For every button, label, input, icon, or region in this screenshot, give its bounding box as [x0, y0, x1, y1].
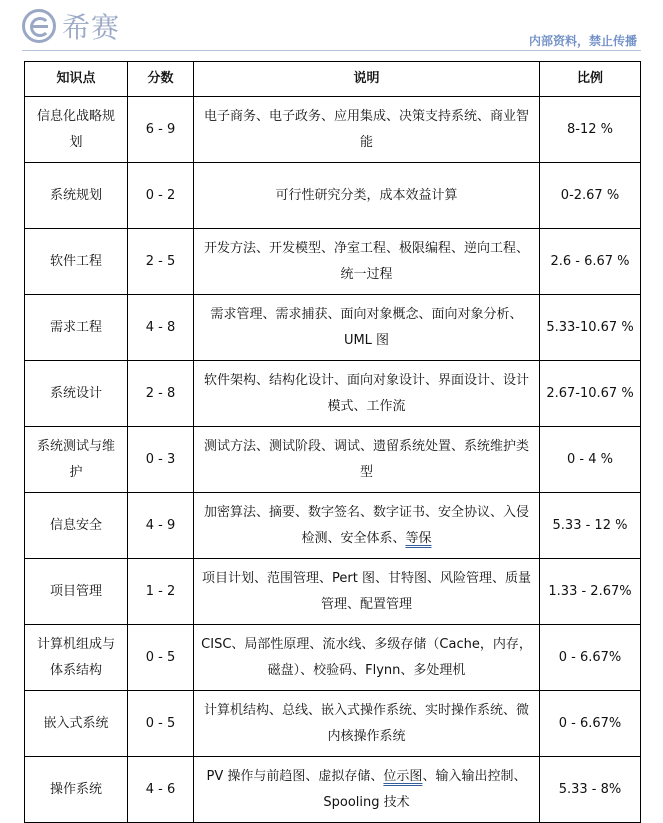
cell-ratio: 0 - 6.67%	[540, 625, 641, 691]
cell-topic: 计算机组成与体系结构	[25, 625, 128, 691]
cell-description: 开发方法、开发模型、净室工程、极限编程、逆向工程、统一过程	[194, 229, 540, 295]
underlined-term: 等保	[405, 530, 432, 546]
table-row	[25, 229, 641, 295]
page-header	[0, 0, 663, 58]
table-row	[25, 427, 641, 493]
cell-ratio: 1.33 - 2.67%	[540, 559, 641, 625]
table-header-row	[25, 62, 641, 97]
cell-description: 项目计划、范围管理、Pert 图、甘特图、风险管理、质量管理、配置管理	[194, 559, 540, 625]
header-divider	[22, 50, 641, 51]
cell-description: 软件架构、结构化设计、面向对象设计、界面设计、设计模式、工作流	[194, 361, 540, 427]
cell-score: 1 - 2	[128, 559, 194, 625]
cell-description	[194, 757, 540, 823]
column-header-score: 分数	[128, 62, 194, 97]
cell-score: 6 - 9	[128, 97, 194, 163]
cell-ratio: 0 - 4 %	[540, 427, 641, 493]
cell-description: 需求管理、需求捕获、面向对象概念、面向对象分析、UML 图	[194, 295, 540, 361]
cell-ratio: 2.67-10.67 %	[540, 361, 641, 427]
column-header-topic: 知识点	[25, 62, 128, 97]
cell-score: 0 - 3	[128, 427, 194, 493]
cell-topic: 操作系统	[25, 757, 128, 823]
cell-description: 计算机结构、总线、嵌入式操作系统、实时操作系统、微内核操作系统	[194, 691, 540, 757]
column-header-ratio: 比例	[540, 62, 641, 97]
cell-ratio: 5.33 - 12 %	[540, 493, 641, 559]
table-row	[25, 757, 641, 823]
cell-score: 0 - 2	[128, 163, 194, 229]
logo	[22, 6, 120, 46]
cell-score: 0 - 5	[128, 691, 194, 757]
cell-topic: 系统设计	[25, 361, 128, 427]
description-text: 、输入输出控制、Spooling 技术	[323, 768, 527, 810]
cell-ratio: 2.6 - 6.67 %	[540, 229, 641, 295]
table-row	[25, 163, 641, 229]
cell-topic: 软件工程	[25, 229, 128, 295]
cell-topic: 信息安全	[25, 493, 128, 559]
cell-topic: 嵌入式系统	[25, 691, 128, 757]
cell-ratio: 8-12 %	[540, 97, 641, 163]
logo-e-icon	[22, 9, 56, 43]
confidential-notice: 内部资料，禁止传播	[528, 34, 637, 48]
table-row	[25, 493, 641, 559]
cell-topic: 信息化战略规划	[25, 97, 128, 163]
cell-description: 可行性研究分类，成本效益计算	[194, 163, 540, 229]
cell-score: 0 - 5	[128, 625, 194, 691]
exam-topic-table	[24, 61, 641, 823]
cell-score: 4 - 9	[128, 493, 194, 559]
table-row	[25, 97, 641, 163]
underlined-term: 位示图	[383, 768, 423, 784]
description-text: 加密算法、摘要、数字签名、数字证书、安全协议、入侵检测、安全体系、	[203, 504, 529, 546]
cell-topic: 项目管理	[25, 559, 128, 625]
table-row	[25, 559, 641, 625]
cell-score: 2 - 8	[128, 361, 194, 427]
cell-ratio: 5.33 - 8%	[540, 757, 641, 823]
table-row	[25, 295, 641, 361]
table-row	[25, 625, 641, 691]
cell-score: 4 - 8	[128, 295, 194, 361]
cell-topic: 系统规划	[25, 163, 128, 229]
table-row	[25, 361, 641, 427]
cell-topic: 需求工程	[25, 295, 128, 361]
cell-ratio: 0-2.67 %	[540, 163, 641, 229]
cell-description: CISC、局部性原理、流水线、多级存储（Cache，内存，磁盘）、校验码、Flynn、多处理机	[194, 625, 540, 691]
table-row	[25, 691, 641, 757]
cell-score: 4 - 6	[128, 757, 194, 823]
cell-description: 测试方法、测试阶段、调试、遗留系统处置、系统维护类型	[194, 427, 540, 493]
cell-description	[194, 493, 540, 559]
cell-ratio: 5.33-10.67 %	[540, 295, 641, 361]
cell-score: 2 - 5	[128, 229, 194, 295]
logo-text: 希赛	[62, 11, 121, 44]
cell-topic: 系统测试与维护	[25, 427, 128, 493]
cell-ratio: 0 - 6.67%	[540, 691, 641, 757]
cell-description: 电子商务、电子政务、应用集成、决策支持系统、商业智能	[194, 97, 540, 163]
column-header-description: 说明	[194, 62, 540, 97]
description-text: PV 操作与前趋图、虚拟存储、	[206, 768, 384, 784]
